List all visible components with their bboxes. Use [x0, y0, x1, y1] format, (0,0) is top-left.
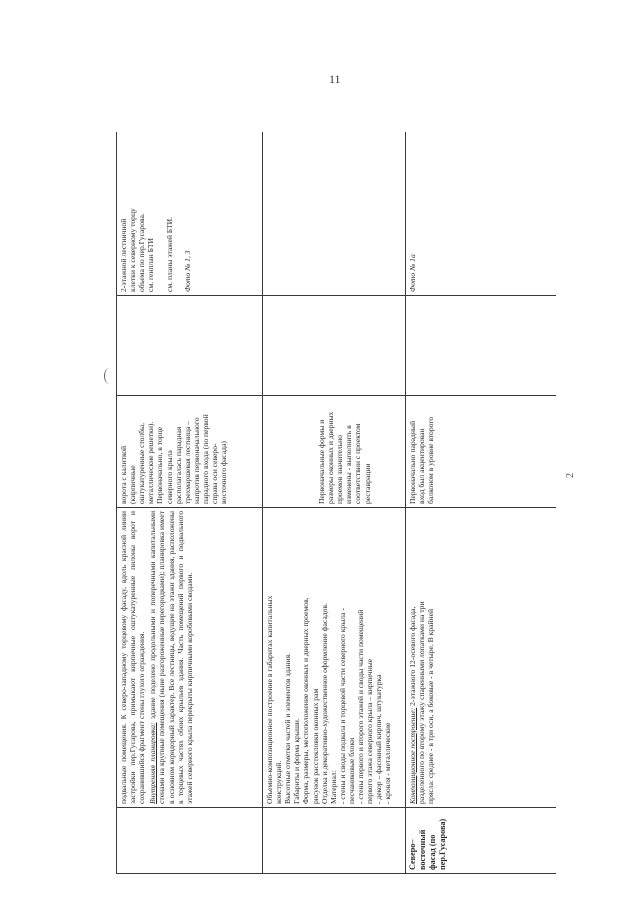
photo-cell: [117, 296, 263, 396]
page-number: 11: [329, 72, 341, 86]
note-line: проемов значительно: [335, 434, 345, 504]
note-line: северного крыла: [164, 450, 174, 504]
description-cell: [406, 508, 557, 808]
description-line: Отделка и декоративно-художественное оформление фасадов.: [319, 603, 329, 804]
note-cell: [406, 396, 557, 508]
note-line: размеры оконных и дверных: [326, 411, 336, 504]
table-row: [406, 132, 557, 874]
italic-lead: Внутренняя планировка:: [148, 722, 158, 804]
description-line: - стены и своды подвала и торцевой части северного крыла -: [337, 608, 347, 804]
note-line: справа оси северо-: [210, 443, 220, 504]
note-line: Первоначальные формы и: [317, 419, 326, 504]
facade-cell: [117, 808, 263, 874]
source-line: объема по пер.Гусарова.: [137, 213, 147, 292]
source-cell: [117, 132, 263, 296]
note-line: оштукатуренные столбы,: [137, 422, 147, 504]
photo-cell: [263, 296, 406, 396]
source-line: клетки к северному торцу: [128, 208, 138, 292]
description-line: первого этажа северного крыла – кирпичные: [365, 658, 375, 804]
description-paragraph-body: здание поделено продольными и поперечными капитальными стенами на крупные помещения (ныне разгороженные перегородками); планировка имеет в основном коридорный характер. Все лестницы, ведущие на этажи здания, расположены в торцевых частях обоих крыльев здания. Часть помещений первого и подвального этажей северного крыла перекрыты кирпичными коробовыми сводами.: [148, 510, 194, 804]
note-line: балконом в уровне второго: [426, 416, 436, 504]
description-line: - декор – фасонный кирпич, штукатурка: [374, 674, 384, 804]
description-line-rest: 2-этажного 12-осевого фасада,: [408, 606, 417, 708]
description-line: конструкций.: [274, 760, 284, 804]
note-line: металлические решетки).: [146, 421, 156, 504]
note-cell: [263, 396, 406, 508]
source-line: см. генплан БТИ: [146, 238, 156, 292]
facade-cell: Северо–восточный фасад (по пер.Гусарова): [406, 808, 557, 874]
table-row: [263, 132, 406, 874]
description-paragraph: подвальные помещения. К северо-западному торцевому фасаду, вдоль красной линии застройки пер.Гусарова, примыкают кирпичные оштукатуренные пилоны ворот и сохранившийся фрагмент стены глухого ограждения.: [119, 511, 147, 804]
note-line: (кирпичные: [128, 465, 138, 504]
description-line: Материал:: [328, 770, 338, 804]
description-line: прясла: среднее - в три оси, а боковые - в четыре. В крайней: [426, 608, 436, 804]
rotated-table: [116, 132, 556, 874]
note-cell: [117, 396, 263, 508]
italic-lead: Композиционное построение:: [408, 707, 417, 804]
description-line: [408, 511, 417, 804]
note-line: ворота с калиткой: [119, 445, 128, 504]
source-cell: [406, 132, 557, 296]
description-line: песчаниковые блоки: [346, 737, 356, 804]
source-line: [155, 135, 164, 292]
note-line: парадного входа (по первой: [200, 414, 210, 504]
side-mark: 2: [565, 473, 576, 478]
description-paragraph: [148, 511, 194, 804]
note-line: восточного фасада): [219, 441, 229, 504]
description-line: Габариты и форма крыши.: [292, 718, 302, 804]
source-line: 2-этажной лестничной: [119, 218, 128, 292]
description-line: Высотные отметки частей и элементов здания.: [283, 653, 293, 804]
description-cell: [117, 508, 263, 808]
heritage-table: [116, 132, 556, 874]
source-line: см. планы этажей БТИ.: [164, 216, 174, 292]
description-line: - стены первого и второго этажей и своды части помещений: [356, 609, 366, 804]
note-line: вход был акцентирован: [417, 428, 427, 504]
description-line: разделенного по второму этажу спаренными лопатками на три: [417, 601, 427, 804]
note-line: напротив первоначального: [191, 417, 201, 504]
note-line: изменены - выполнить в: [344, 425, 354, 504]
description-line: - кровля - металлические: [383, 722, 393, 804]
source-cell: [263, 132, 406, 296]
note-line: соответствии с проектом: [353, 423, 363, 504]
description-line: Объемно-композиционное построение в габаритах капитальных: [265, 595, 274, 804]
facade-cell: [263, 808, 406, 874]
source-line: [174, 135, 183, 292]
note-line: Первоначально парадный: [408, 420, 417, 504]
pencil-mark: [104, 368, 115, 384]
photo-cell: [406, 296, 557, 396]
description-cell: [263, 508, 406, 808]
description-line: рисунок расстекловки оконных рам: [310, 688, 320, 804]
note-line: располагалась парадная: [173, 426, 183, 504]
table-row: [117, 132, 263, 874]
description-line: Форма, размеры, местоположение оконных и дверных проемов,: [301, 597, 311, 804]
rotated-table-wrapper: [116, 132, 556, 874]
note-line: Первоначально, в торце: [155, 426, 165, 504]
note-line: трехмаршевая лестница –: [182, 421, 192, 504]
source-line: Фото № 1а: [408, 254, 417, 292]
source-line: Фото № 1, 3: [182, 250, 192, 292]
note-line: реставрации: [362, 463, 372, 504]
